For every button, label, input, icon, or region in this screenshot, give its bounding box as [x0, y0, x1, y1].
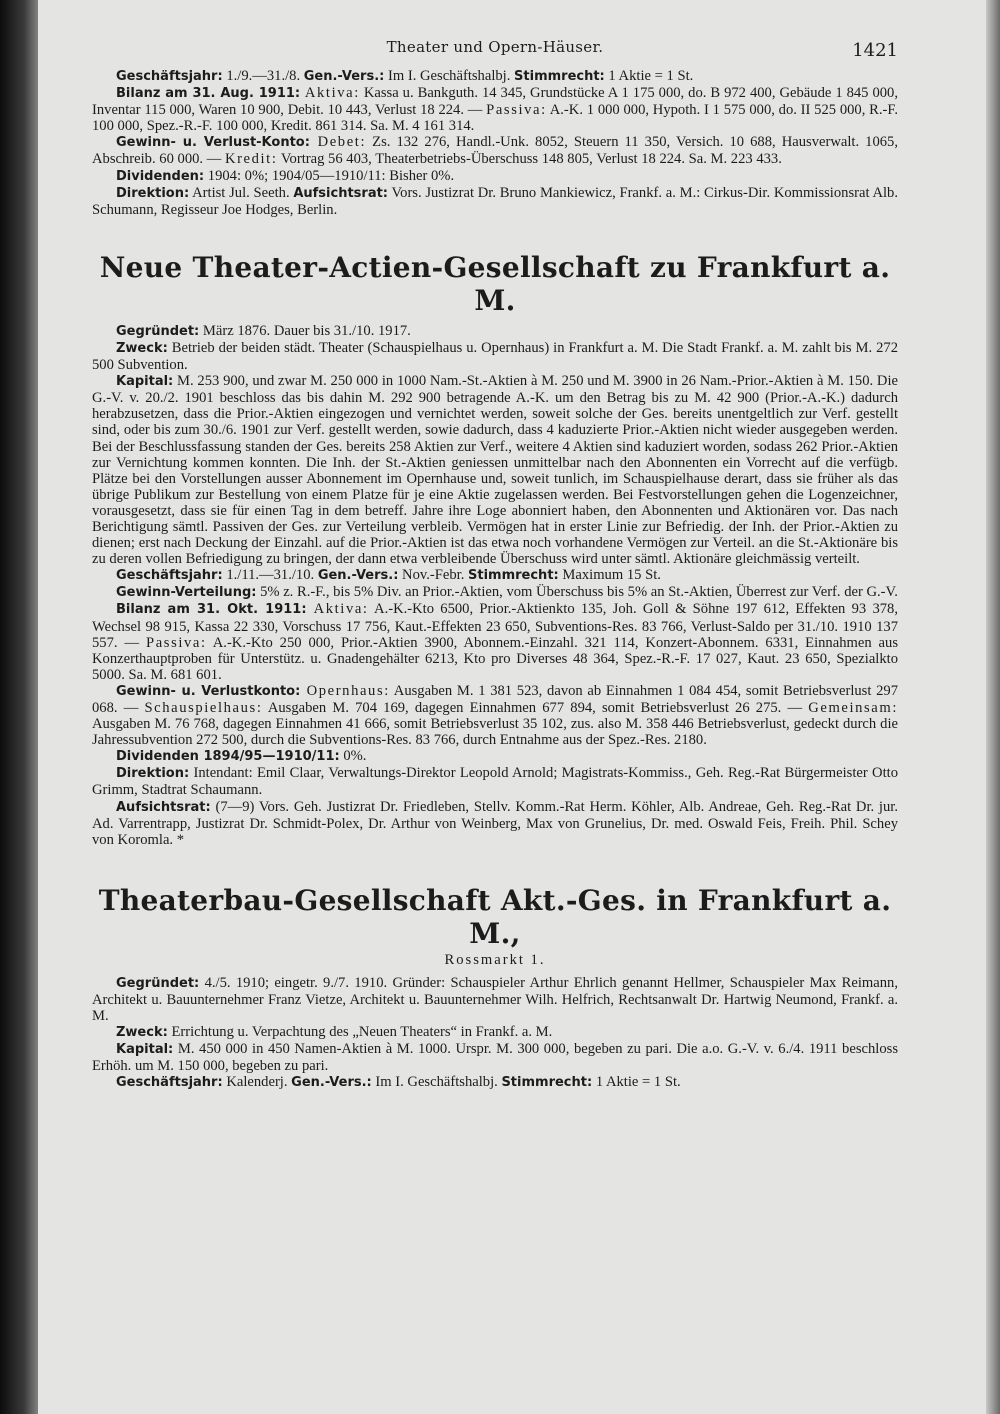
label-opernhaus: Opernhaus: — [300, 682, 390, 699]
business-info-line — [92, 1074, 898, 1091]
capital — [92, 373, 898, 567]
label-aufsichtsrat: Aufsichtsrat: — [116, 799, 211, 815]
label-aktiva: Aktiva: — [300, 85, 360, 102]
text-passiva: A.-K. 1 000 000, Hypoth. I 1 575 000, do. II 525 000, R.-F. 100 000, Spez.-R.-F. 100 000, Kredit. 861 314. Sa. M. 4 161 314. — [92, 102, 898, 135]
management — [92, 765, 898, 798]
text-aktiva: A.-K.-Kto 6500, Prior.-Aktienkto 135, Joh. Goll & Söhne 197 612, Effekten 93 378, Wechsel 98 915, Kassa 22 330, Vorschuss 17 756, Kaut.-Effekten 23 650, Subventions-Res. 83 766, Verlust-Saldo per 31./10. 1910 137 557. — — [92, 601, 898, 651]
profit-loss-account — [92, 683, 898, 748]
label-passiva: Passiva: — [146, 634, 207, 651]
text-zweck: Errichtung u. Verpachtung des „Neuen Theaters“ in Frankf. a. M. — [167, 1024, 553, 1041]
label-zweck: Zweck: — [116, 340, 168, 356]
text-direktion: Artist Jul. Seeth. — [189, 184, 294, 201]
text-opernhaus: Ausgaben M. 1 381 523, davon ab Einnahmen 1 084 454, somit Betriebsverlust 297 068. — — [92, 682, 899, 716]
running-title: Theater und Opern-Häuser. — [386, 38, 604, 56]
page-number: 1421 — [852, 40, 898, 61]
label-gewinn-verlust: Gewinn- u. Verlust-Konto: — [116, 135, 310, 151]
label-dividenden: Dividenden 1894/95—1910/11: — [116, 749, 340, 765]
value-geschaeftsjahr: Kalenderj. — [222, 1074, 292, 1091]
text-kapital: M. 450 000 in 450 Namen-Aktien à M. 1000. Urspr. M. 300 000, begeben zu pari. Die a.o. G.-V. v. 6./4. 1911 beschloss Erhöh. um M. 150 000, begeben zu pari. — [92, 1041, 898, 1075]
label-gemeinsam: Gemeinsam: — [808, 700, 898, 716]
label-zweck: Zweck: — [116, 1025, 168, 1041]
purpose — [92, 340, 898, 373]
dividends — [92, 748, 898, 765]
text-kapital: M. 253 900, und zwar M. 250 000 in 1000 Nam.-St.-Aktien à M. 250 und M. 3900 in 26 Nam.-Prior.-Aktien à M. 150. Die G.-V. v. 20./2. 1901 beschloss das bis dahin M. 292 900 betragende A.-K. um den Betrag bis zu M. 42 900 (Prior.-A.-K.) dadurch herabzusetzen, dass die Prior.-Aktien eingezogen und vernichtet werden, soweit solche der Ges. bereits unentgeltlich zur Verf. gestellt sind, oder bis zum 30./6. 1901 zur Verf. gestellt werden, sowie dadurch, dass 4 kaduzierte Prior.-Aktien nicht wieder ausgegeben werden. Bei der Beschlussfassung standen der Ges. bereits 258 Aktien zur Verf., weitere 4 Aktien sind kaduziert worden, sodass 262 Prior.-Aktien zur Vernichtung kommen konnten. Die Inh. der St.-Aktien geniessen unmittelbar nach den Abonnenten ein Vorrecht auf die verfügb. Plätze bei den Vorstellungen ausser Abonnement im Opernhause und, soweit tunlich, im Schauspielhause derart, dass sie früher als das übrige Publikum zur Bestellung von einem Platze für je eine Aktie zugelassen werden. Bei Festvorstellungen gehen die Logenzeichner, vorausgesetzt, dass sie für einen Tag in dem betreff. Jahre ihre Loge abonniert haben, den Abonnenten und Aktionären vor. Das nach Berichtigung sämtl. Passiven der Ges. zur Verteilung verbleib. Vermögen hat in erster Linie zur Befriedig. der Inh. der Prior.-Aktien zu dienen; erst nach Deckung der Einzahl. auf die Prior.-Aktien ist das etwa noch vorhandene Vermögen zur Verteil. an die St.-Aktionäre bis zu deren vollen Befriedigung zu bringen, der dann etwa verbleibende Überschuss wird unter sämtl. Aktionäre gleichmässig verteilt. — [92, 373, 898, 568]
label-stimmrecht: Stimmrecht: — [468, 568, 559, 584]
text-zweck: Betrieb der beiden städt. Theater (Schauspielhaus u. Opernhaus) in Frankfurt a. M. Die Stadt Frankf. a. M. zahlt bis M. 272 500 Subvention. — [92, 339, 898, 374]
label-schauspielhaus: Schauspielhaus: — [144, 700, 263, 716]
section-neue-theater — [92, 251, 898, 848]
company-heading: Neue Theater-Actien-Gesellschaft zu Frankfurt a. M. — [99, 250, 891, 317]
value-stimmrecht: 1 Aktie = 1 St. — [604, 68, 694, 84]
label-gegruendet: Gegründet: — [116, 975, 200, 991]
balance-sheet — [92, 85, 898, 134]
label-bilanz: Bilanz am 31. Okt. 1911: — [116, 602, 307, 618]
label-direktion: Direktion: — [116, 185, 190, 201]
label-gewinn-verlust: Gewinn- u. Verlustkonto: — [116, 683, 301, 699]
balance-sheet — [92, 601, 898, 682]
capital — [92, 1041, 898, 1074]
text-debet: Zs. 132 276, Handl.-Unk. 8052, Steuern 11 350, Versich. 10 688, Hausverwalt. 1065, Abschreib. 60 000. — — [92, 134, 898, 168]
label-direktion: Direktion: — [116, 766, 190, 782]
label-gegruendet: Gegründet: — [116, 323, 200, 339]
text-dividenden: 0%. — [339, 748, 367, 765]
label-kapital: Kapital: — [116, 374, 174, 390]
book-spine-shadow — [0, 0, 40, 1414]
text-gegruendet: 4./5. 1910; eingetr. 9./7. 1910. Gründer: Schauspieler Arthur Ehrlich genannt Hellmer, Schauspieler Max Reimann, Architekt u. Bauunternehmer Franz Vietze, Architekt u. Bauunternehmer Wilh. Helfrich, Rechtsanwalt Dr. Hartwig Neumond, Frankf. a. M. — [92, 974, 898, 1025]
label-geschaeftsjahr: Geschäftsjahr: — [116, 1075, 223, 1091]
section-theaterbau — [92, 884, 898, 1092]
company-address: Rossmarkt 1. — [444, 951, 546, 968]
business-info-line — [92, 68, 898, 85]
label-geschaeftsjahr: Geschäftsjahr: — [116, 568, 223, 584]
text-aufsichtsrat: Vors. Justizrat Dr. Bruno Mankiewicz, Frankf. a. M.: Cirkus-Dir. Kommissionsrat Alb. Schumann, Regisseur Joe Hodges, Berlin. — [92, 184, 898, 218]
label-passiva: Passiva: — [486, 102, 547, 119]
management — [92, 185, 898, 218]
value-gen-vers: Im I. Geschäftshalbj. — [384, 68, 515, 84]
supervisory-board — [92, 799, 898, 848]
value-stimmrecht: Maximum 15 St. — [558, 567, 661, 584]
company-heading: Theaterbau-Gesellschaft Akt.-Ges. in Frankfurt a. M., — [98, 883, 892, 950]
label-gen-vers: Gen.-Vers.: — [303, 69, 385, 84]
text-gegruendet: März 1876. Dauer bis 31./10. 1917. — [199, 322, 411, 339]
text-gemeinsam: Ausgaben M. 76 768, dagegen Einnahmen 41 666, somit Betriebsverlust 35 102, zus. also M. 358 446 Betriebsverlust, gedeckt durch die Jahressubvention 272 500, durch die Subventions-Res. 83 766, durch Entnahme aus der Spez.-Res. 2180. — [92, 716, 898, 749]
label-aufsichtsrat: Aufsichtsrat: — [293, 185, 389, 201]
text-passiva: A.-K.-Kto 250 000, Prior.-Aktien 3900, Abonnem.-Einzahl. 321 114, Konzert-Abonnem. 6331, Einnahmen aus Konzerthauptproben für Unterstütz. u. Gnadengehälter 6213, Kto pro Diverses 48 364, Spez.-R.-F. 17 027, Kaut. 23 650, Spezialkto 5000. Sa. M. 681 601. — [92, 634, 898, 683]
text-kredit: Vortrag 56 403, Theaterbetriebs-Überschuss 148 805, Verlust 18 224. Sa. M. 223 433. — [277, 151, 782, 168]
page-edge-shadow — [986, 0, 1000, 1414]
profit-loss-account — [92, 134, 898, 167]
value-gen-vers: Nov.-Febr. — [398, 567, 468, 584]
founded — [92, 323, 898, 340]
text-dividenden: 1904: 0%; 1904/05—1910/11: Bisher 0%. — [204, 167, 455, 184]
dividends — [92, 168, 898, 185]
label-bilanz: Bilanz am 31. Aug. 1911: — [116, 86, 301, 102]
value-geschaeftsjahr: 1./11.—31./10. — [222, 567, 318, 584]
label-stimmrecht: Stimmrecht: — [501, 1075, 593, 1091]
label-gen-vers: Gen.-Vers.: — [317, 568, 399, 584]
label-geschaeftsjahr: Geschäftsjahr: — [116, 69, 223, 84]
profit-distribution — [92, 584, 898, 601]
business-info-line — [92, 567, 898, 584]
label-gewinn-verteilung: Gewinn-Verteilung: — [116, 585, 257, 601]
text-direktion: Intendant: Emil Claar, Verwaltungs-Direktor Leopold Arnold; Magistrats-Kommiss., Geh. Reg.-Rat Bürgermeister Otto Grimm, Stadtrat Schaumann. — [92, 765, 898, 799]
text-gewinn-verteilung: 5% z. R.-F., bis 5% Div. an Prior.-Aktien, vom Überschuss bis 5% an St.-Aktien, Überrest zur Verf. der G.-V. — [256, 584, 898, 601]
label-debet: Debet: — [309, 134, 367, 151]
running-head — [92, 38, 898, 68]
label-stimmrecht: Stimmrecht: — [514, 69, 605, 84]
label-dividenden: Dividenden: — [116, 168, 205, 184]
value-geschaeftsjahr: 1./9.—31./8. — [222, 68, 304, 84]
label-gen-vers: Gen.-Vers.: — [291, 1075, 372, 1091]
founded — [92, 975, 898, 1024]
text-aktiva: Kassa u. Bankguth. 14 345, Grundstücke A 1 175 000, do. B 972 400, Gebäude 1 845 000, Inventar 115 000, Waren 10 900, Debit. 10 443, Verlust 18 224. — — [92, 85, 898, 119]
purpose — [92, 1024, 898, 1041]
value-gen-vers: Im I. Geschäftshalbj. — [371, 1074, 502, 1091]
text-aufsichtsrat: (7—9) Vors. Geh. Justizrat Dr. Friedleben, Stellv. Komm.-Rat Herm. Köhler, Alb. Andreae, Geh. Reg.-Rat Dr. jur. Ad. Varrentrapp, Justizrat Dr. Schmidt-Polex, Dr. Arthur von Weinberg, Max von Grunelius, Dr. med. Oswald Feis, Freih. Phil. Schey von Koromla. * — [92, 798, 898, 848]
text-schauspielhaus: Ausgaben M. 704 169, dagegen Einnahmen 677 894, somit Betriebsverlust 26 275. — — [262, 700, 809, 716]
value-stimmrecht: 1 Aktie = 1 St. — [592, 1074, 681, 1091]
section-continued — [92, 68, 898, 218]
page-content — [92, 38, 898, 1092]
label-kapital: Kapital: — [116, 1042, 174, 1058]
label-aktiva: Aktiva: — [306, 601, 369, 618]
label-kredit: Kredit: — [224, 151, 278, 168]
